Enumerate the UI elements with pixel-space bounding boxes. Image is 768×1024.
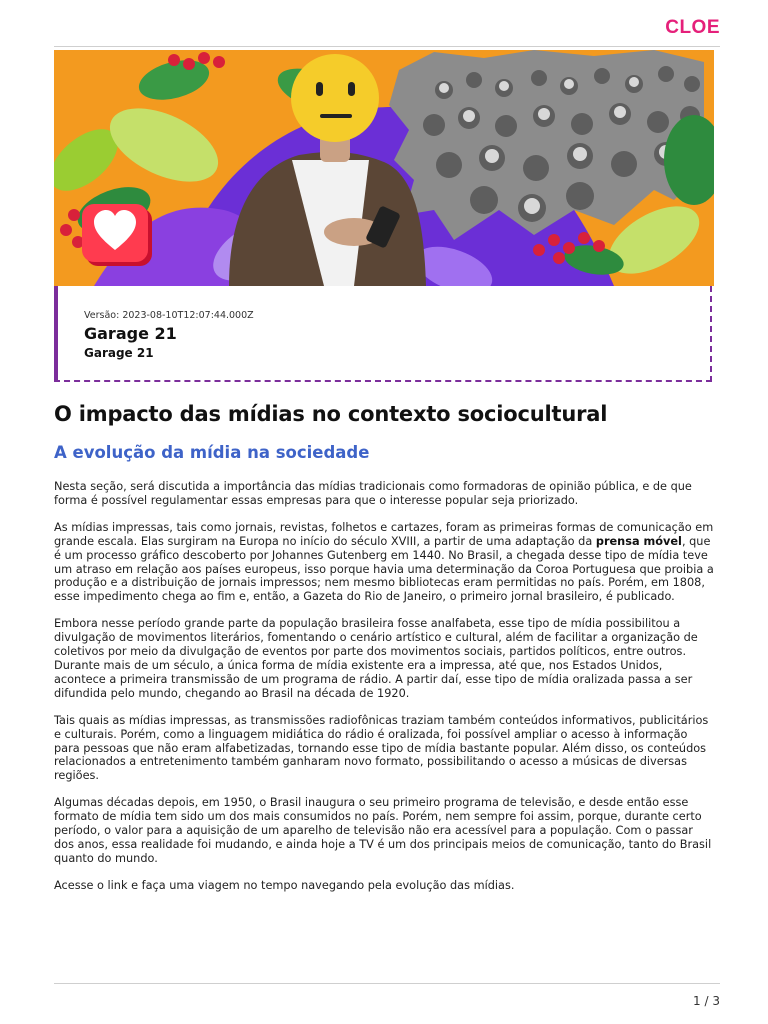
- paragraph-3: Embora nesse período grande parte da população brasileira fosse analfabeta, esse tipo de mídia possibilitou a divulgação de movimentos literários, fomentando o cenário artístico e cultural, além de facilitar a organização de coletivos por meio da divulgação de eventos por parte dos movimentos sociais, partidos políticos, entre outros. Durante mais de um século, a única forma de mídia existente era a impressa, até que, nos Estados Unidos, acontece a primeira transmissão de um programa de rádio. A partir daí, esse tipo de mídia oralizada passa a ser difundida pelo mundo, chegando ao Brasil na década de 1920.: [54, 617, 698, 700]
- version-label: Versão: 2023-08-10T12:07:44.000Z: [84, 310, 254, 321]
- paragraph-1: Nesta seção, será discutida a importância das mídias tradicionais como formadoras de opinião pública, e de que forma é possível regulamentar essas empresas para que o interesse popular seja priorizado.: [54, 480, 692, 507]
- article-body: [54, 480, 714, 906]
- course-card: [54, 286, 712, 382]
- paragraph-6: Acesse o link e faça uma viagem no tempo navegando pela evolução das mídias.: [54, 878, 515, 892]
- page-title: O impacto das mídias no contexto sociocultural: [54, 402, 608, 426]
- paragraph-2-end: , que é um processo gráfico descoberto por Johannes Gutenberg em 1440. No Brasil, a chegada desse tipo de mídia teve um atraso em relação aos países europeus, isso porque havia uma determinação da Coroa Portuguesa que proibia a produção e a distribuição de jornais impressos; nem mesmo bibliotecas eram permitidas no país. Porém, em 1808, esse impedimento chega ao fim e, então, a Gazeta do Rio de Janeiro, o primeiro jornal brasileiro, é publicado.: [54, 534, 714, 604]
- paragraph-2-start: As mídias impressas, tais como jornais, revistas, folhetos e cartazes, foram as primeiras formas de comunicação em grande escala. Elas surgiram na Europa no início do século XVIII, a partir de uma adaptação da: [54, 520, 714, 548]
- hero-illustration: [54, 50, 714, 286]
- paragraph-2: [54, 521, 714, 604]
- heart-icon: [82, 204, 152, 266]
- paragraph-4: Tais quais as mídias impressas, as transmissões radiofônicas traziam também conteúdos informativos, publicitários e culturais. Porém, como a linguagem midiática do rádio é oralizada, foi possível ampliar o acesso à informação para pessoas que não eram alfabetizadas, tornando esse tipo de mídia bastante popular. Além disso, os conteúdos relacionados a entretenimento também ganharam novo formato, possibilitando o acesso a músicas de diversas regiões.: [54, 713, 709, 783]
- header-divider: [54, 46, 720, 47]
- footer-divider: [54, 983, 720, 984]
- paragraph-5: Algumas décadas depois, em 1950, o Brasil inaugura o seu primeiro programa de televisão, e desde então esse formato de mídia tem sido um dos mais consumidos no país. Porém, nem sempre foi assim, porque, durante certo período, o valor para a aquisição de um aparelho de televisão não era acessível para a população. Com o passar dos anos, essa realidade foi mudando, e ainda hoje a TV é um dos principais meios de comunicação, tanto do Brasil quanto do mundo.: [54, 796, 712, 865]
- section-title: A evolução da mídia na sociedade: [54, 443, 370, 462]
- course-title: Garage 21: [84, 324, 177, 343]
- page-indicator: 1 / 3: [693, 994, 720, 1008]
- course-subtitle: Garage 21: [84, 346, 154, 360]
- cloe-logo: [665, 17, 720, 39]
- prensa-movel-term: prensa móvel: [595, 534, 682, 548]
- logo-text: CLOE: [665, 17, 720, 38]
